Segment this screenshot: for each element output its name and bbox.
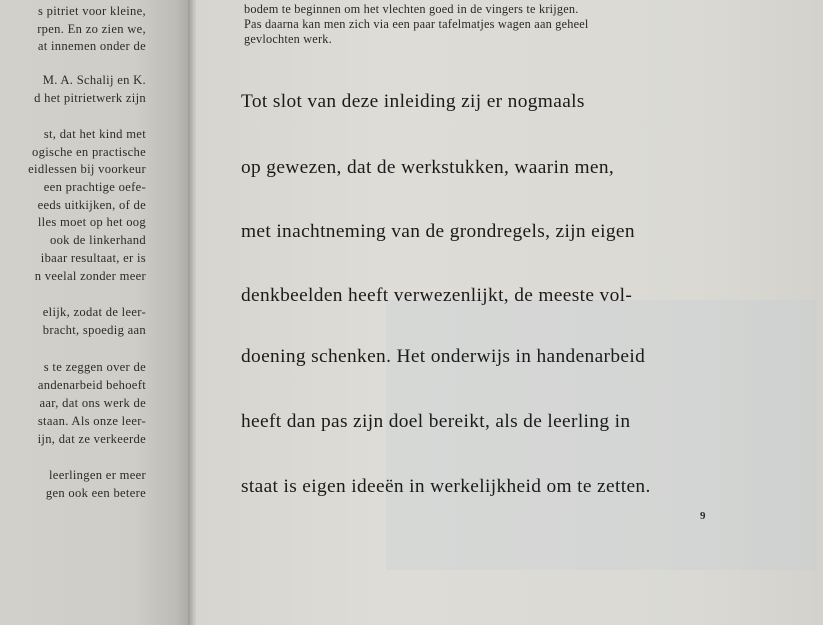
left-page xyxy=(0,0,192,625)
left-text-line: staan. Als onze leer- xyxy=(37,414,146,428)
left-text-line: eeds uitkijken, of de xyxy=(37,198,146,212)
left-text-line: M. A. Schalij en K. xyxy=(42,73,146,87)
left-text-line: aar, dat ons werk de xyxy=(39,396,146,410)
left-text-line: d het pitrietwerk zijn xyxy=(34,91,146,105)
left-text-line: s pitriet voor kleine, xyxy=(37,4,146,18)
left-text-line: n veelal zonder meer xyxy=(34,269,146,283)
left-text-line: bracht, spoedig aan xyxy=(42,323,146,337)
paragraph-line: doening schenken. Het onderwijs in handenarbeid xyxy=(241,346,646,367)
left-text-line: st, dat het kind met xyxy=(43,127,146,141)
paragraph-line: Tot slot van deze inleiding zij er nogmaals xyxy=(241,91,585,112)
left-text-line: s te zeggen over de xyxy=(43,360,146,374)
left-text-line: rpen. En zo zien we, xyxy=(37,22,146,36)
page-number: 9 xyxy=(700,510,706,522)
top-text-line: gevlochten werk. xyxy=(244,32,332,46)
paragraph-line: staat is eigen ideeën in werkelijkheid om te zetten. xyxy=(241,476,651,497)
page-shade xyxy=(386,300,816,570)
top-text-line: bodem te beginnen om het vlechten goed in de vingers te krijgen. xyxy=(244,2,579,16)
top-text-line: Pas daarna kan men zich via een paar tafelmatjes wagen aan geheel xyxy=(244,17,589,31)
left-text-line: ijn, dat ze verkeerde xyxy=(37,432,146,446)
left-text-line: ogische en practische xyxy=(32,145,146,159)
paragraph-line: denkbeelden heeft verwezenlijkt, de meeste vol- xyxy=(241,285,633,306)
left-text-line: leerlingen er meer xyxy=(49,468,146,482)
left-text-line: andenarbeid behoeft xyxy=(37,378,146,392)
paragraph-line: op gewezen, dat de werkstukken, waarin men, xyxy=(241,157,615,178)
left-text-line: ook de linkerhand xyxy=(49,233,146,247)
left-text-line: at innemen onder de xyxy=(37,39,146,53)
paragraph-line: met inachtneming van de grondregels, zijn eigen xyxy=(241,221,635,242)
paragraph-line: heeft dan pas zijn doel bereikt, als de leerling in xyxy=(241,411,631,432)
left-text-line: een prachtige oefe- xyxy=(43,180,146,194)
left-text-line: lles moet op het oog xyxy=(37,215,146,229)
left-text-line: ibaar resultaat, er is xyxy=(40,251,146,265)
left-text-line: gen ook een betere xyxy=(45,486,146,500)
left-text-line: eidlessen bij voorkeur xyxy=(28,162,146,176)
right-page xyxy=(196,0,823,625)
left-text-line: elijk, zodat de leer- xyxy=(42,305,146,319)
